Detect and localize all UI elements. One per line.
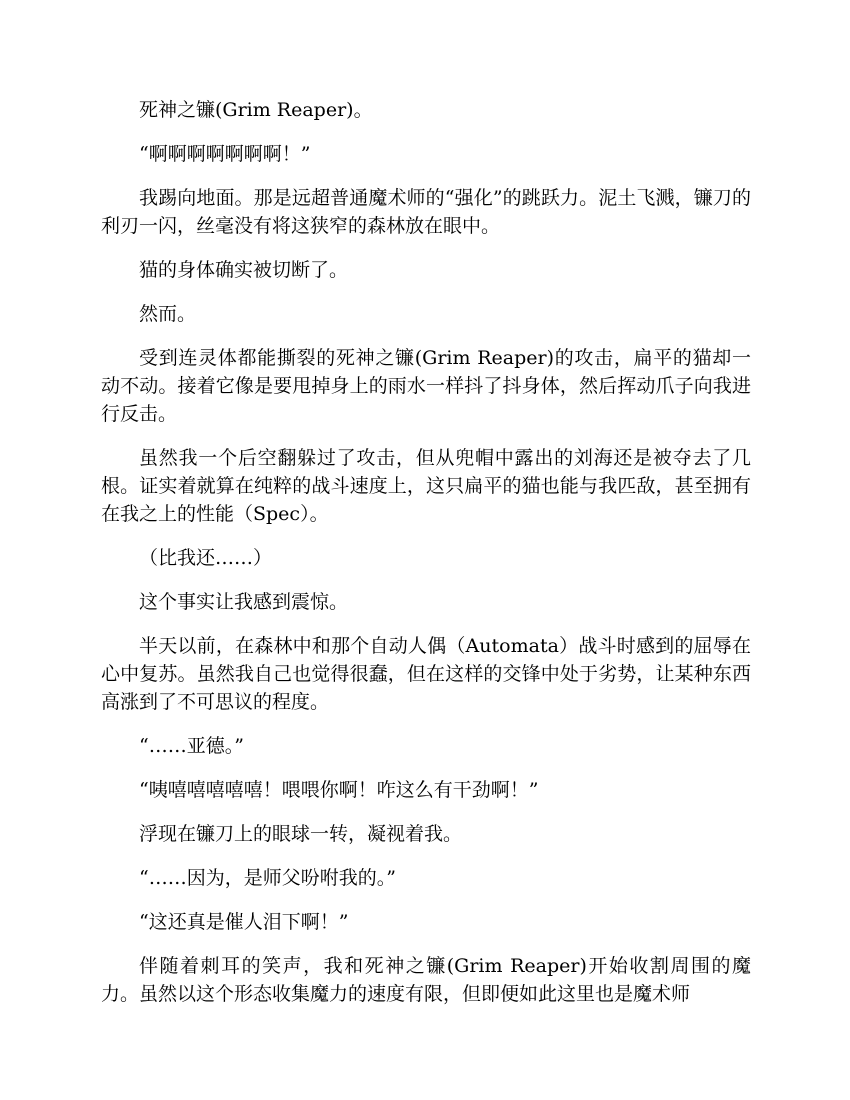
paragraph: 然而。 bbox=[139, 303, 197, 325]
paragraph: “这还真是催人泪下啊！” bbox=[139, 911, 349, 933]
paragraph: 我踢向地面。那是远超普通魔术师的“强化”的跳跃力。泥土飞溅，镰刀的利刃一闪，丝毫没有将这狭窄的森林放在眼中。 bbox=[101, 187, 751, 237]
paragraph: 猫的身体确实被切断了。 bbox=[139, 259, 349, 281]
document-body bbox=[101, 96, 751, 1024]
paragraph: （比我还……） bbox=[139, 547, 273, 569]
paragraph: “咦嘻嘻嘻嘻嘻！喂喂你啊！咋这么有干劲啊！” bbox=[139, 779, 539, 801]
paragraph: 这个事实让我感到震惊。 bbox=[139, 591, 349, 613]
paragraph: 受到连灵体都能撕裂的死神之镰(Grim Reaper)的攻击，扁平的猫却一动不动。接着它像是要甩掉身上的雨水一样抖了抖身体，然后挥动爪子向我进行反击。 bbox=[101, 347, 751, 425]
paragraph: 虽然我一个后空翻躲过了攻击，但从兜帽中露出的刘海还是被夺去了几根。证实着就算在纯粹的战斗速度上，这只扁平的猫也能与我匹敌，甚至拥有在我之上的性能（Spec）。 bbox=[101, 447, 751, 525]
paragraph: 半天以前，在森林中和那个自动人偶（Automata）战斗时感到的屈辱在心中复苏。虽然我自己也觉得很蠢，但在这样的交锋中处于劣势，让某种东西高涨到了不可思议的程度。 bbox=[101, 635, 751, 713]
paragraph: 伴随着刺耳的笑声，我和死神之镰(Grim Reaper)开始收割周围的魔力。虽然以这个形态收集魔力的速度有限，但即便如此这里也是魔术师 bbox=[101, 955, 751, 1005]
paragraph: “……因为，是师父吩咐我的。” bbox=[139, 867, 396, 889]
paragraph: “啊啊啊啊啊啊啊！” bbox=[139, 143, 311, 165]
paragraph: 浮现在镰刀上的眼球一转，凝视着我。 bbox=[139, 823, 463, 845]
paragraph: “……亚德。” bbox=[139, 735, 244, 757]
paragraph: 死神之镰(Grim Reaper)。 bbox=[139, 99, 373, 121]
